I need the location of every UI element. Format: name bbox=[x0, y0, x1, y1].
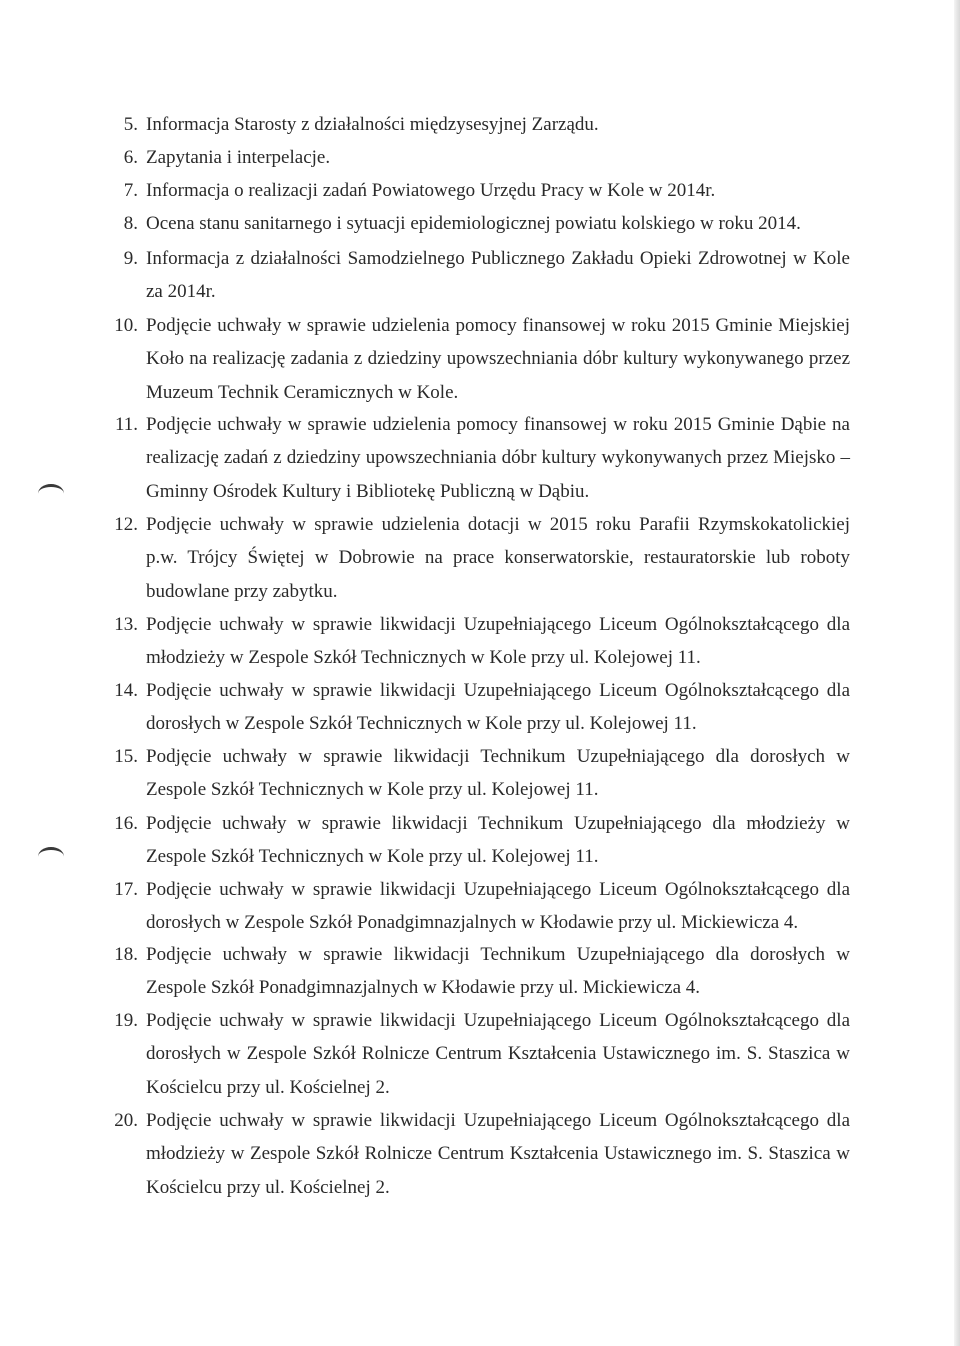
agenda-item-text: Podjęcie uchwały w sprawie likwidacji Technikum Uzupełniającego dla młodzieży w Zespole Szkół Technicznych w Kole przy ul. Kolejowej 11. bbox=[146, 813, 850, 868]
agenda-item-text: Podjęcie uchwały w sprawie likwidacji Uzupełniającego Liceum Ogólnokształcącego dla dorosłych w Zespole Szkół Technicznych w Kole przy ul. Kolejowej 11. bbox=[146, 680, 850, 735]
agenda-item bbox=[123, 141, 850, 174]
agenda-item-text: Podjęcie uchwały w sprawie udzielenia pomocy finansowej w roku 2015 Gminie Miejskiej Koło na realizację zadania z dziedziny upowszechniania dóbr kultury wykonywanego przez Muzeum Technik Ceramicznych w Kole. bbox=[146, 315, 850, 403]
agenda-item-number: 8. bbox=[123, 213, 138, 234]
agenda-item bbox=[114, 309, 850, 409]
agenda-item bbox=[114, 807, 850, 874]
agenda-item bbox=[123, 108, 850, 141]
agenda-item-number: 6. bbox=[123, 147, 138, 168]
agenda-item-text: Informacja o realizacji zadań Powiatowego Urzędu Pracy w Kole w 2014r. bbox=[146, 180, 716, 201]
agenda-item-text: Informacja Starosty z działalności międzysesyjnej Zarządu. bbox=[146, 114, 599, 135]
agenda-item-number: 9. bbox=[123, 248, 138, 269]
agenda-item-text: Podjęcie uchwały w sprawie likwidacji Uzupełniającego Liceum Ogólnokształcącego dla dorosłych w Zespole Szkół Rolnicze Centrum Kształcenia Ustawicznego im. S. Staszica w Kościelcu przy ul. Kościelnej 2. bbox=[146, 1010, 850, 1098]
agenda-item bbox=[114, 408, 850, 508]
agenda-item-number: 20. bbox=[114, 1110, 138, 1131]
agenda-item-number: 10. bbox=[114, 315, 138, 336]
agenda-item bbox=[114, 740, 850, 807]
agenda-item-number: 13. bbox=[114, 614, 138, 635]
agenda-item-number: 17. bbox=[114, 879, 138, 900]
agenda-item-number: 7. bbox=[123, 180, 138, 201]
agenda-item-text: Podjęcie uchwały w sprawie likwidacji Uzupełniającego Liceum Ogólnokształcącego dla dorosłych w Zespole Szkół Ponadgimnazjalnych w Kłodawie przy ul. Mickiewicza 4. bbox=[146, 879, 850, 934]
agenda-item-number: 16. bbox=[114, 813, 138, 834]
agenda-item bbox=[123, 207, 850, 240]
punch-hole-mark bbox=[38, 847, 64, 866]
agenda-item bbox=[123, 174, 850, 207]
agenda-item bbox=[114, 674, 850, 741]
agenda-item-number: 19. bbox=[114, 1010, 138, 1031]
agenda-item-number: 18. bbox=[114, 944, 138, 965]
agenda-item-text: Ocena stanu sanitarnego i sytuacji epidemiologicznej powiatu kolskiego w roku 2014. bbox=[146, 213, 801, 234]
agenda-item-text: Podjęcie uchwały w sprawie likwidacji Uzupełniającego Liceum Ogólnokształcącego dla młodzieży w Zespole Szkół Rolnicze Centrum Kształcenia Ustawicznego im. S. Staszica w Kościelcu przy ul. Kościelnej 2. bbox=[146, 1110, 850, 1198]
agenda-item-number: 14. bbox=[114, 680, 138, 701]
agenda-item bbox=[114, 508, 850, 608]
agenda-item bbox=[114, 1004, 850, 1104]
agenda-item bbox=[114, 938, 850, 1005]
agenda-item-number: 15. bbox=[114, 746, 138, 767]
agenda-item-text: Zapytania i interpelacje. bbox=[146, 147, 331, 168]
agenda-item bbox=[114, 608, 850, 675]
agenda-item-text: Podjęcie uchwały w sprawie likwidacji Technikum Uzupełniającego dla dorosłych w Zespole Szkół Ponadgimnazjalnych w Kłodawie przy ul. Mickiewicza 4. bbox=[146, 944, 850, 999]
agenda-item-number: 5. bbox=[123, 114, 138, 135]
agenda-item bbox=[114, 1104, 850, 1204]
agenda-item bbox=[114, 873, 850, 940]
agenda-item-number: 11. bbox=[114, 414, 138, 435]
agenda-item bbox=[123, 242, 850, 309]
agenda-item-text: Podjęcie uchwały w sprawie likwidacji Uzupełniającego Liceum Ogólnokształcącego dla młodzieży w Zespole Szkół Technicznych w Kole przy ul. Kolejowej 11. bbox=[146, 614, 850, 669]
punch-hole-mark bbox=[38, 484, 64, 503]
agenda-item-text: Podjęcie uchwały w sprawie likwidacji Technikum Uzupełniającego dla dorosłych w Zespole Szkół Technicznych w Kole przy ul. Kolejowej 11. bbox=[146, 746, 850, 801]
agenda-item-number: 12. bbox=[114, 514, 138, 535]
agenda-item-text: Informacja z działalności Samodzielnego Publicznego Zakładu Opieki Zdrowotnej w Kole za 2014r. bbox=[146, 248, 850, 303]
page-edge-shadow bbox=[954, 0, 960, 1346]
agenda-item-text: Podjęcie uchwały w sprawie udzielenia dotacji w 2015 roku Parafii Rzymskokatolickiej p.w. Trójcy Świętej w Dobrowie na prace konserwatorskie, restauratorskie lub roboty budowlane przy zabytku. bbox=[146, 514, 850, 602]
agenda-item-text: Podjęcie uchwały w sprawie udzielenia pomocy finansowej w roku 2015 Gminie Dąbie na realizację zadań z dziedziny upowszechniania dóbr kultury wykonywanych przez Miejsko – Gminny Ośrodek Kultury i Bibliotekę Publiczną w Dąbiu. bbox=[146, 414, 850, 502]
